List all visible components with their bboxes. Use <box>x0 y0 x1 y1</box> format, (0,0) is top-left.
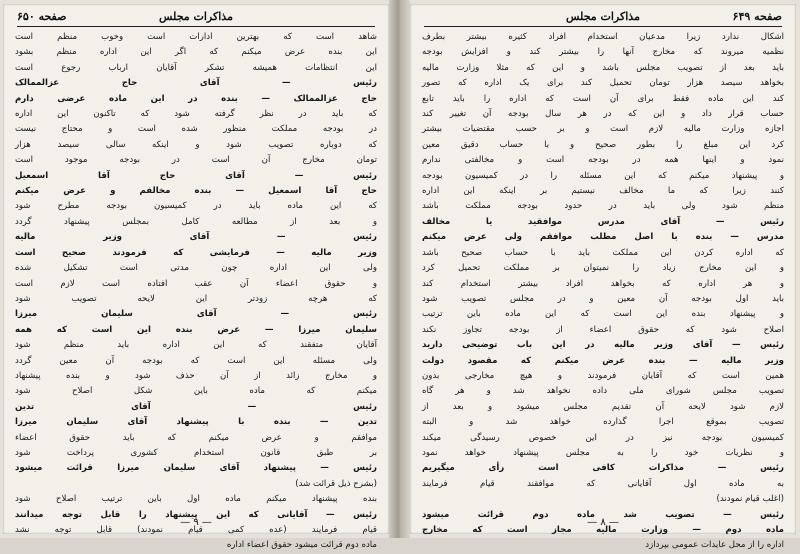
text-line: بر طبق قانون استخدام کشوری پرداخت شود <box>15 447 377 458</box>
text-line: همین است که آقایان فرمودند و هیچ مخارجی بدون <box>422 370 784 381</box>
text-line: قیام فرمایند (عده کمی قیام نمودند) قابل توجه نشد <box>15 525 377 535</box>
text-line: رئیس — آقای حاج آقا اسمعیل <box>15 170 377 181</box>
text-line: اجازه وزارت مالیه لازم است و بر حسب مقتضیات بیشتر <box>422 124 784 135</box>
text-line: به ماده اول آقایانی که موافقند قیام فرمایند <box>422 478 784 489</box>
text-line: حساب قرار داد و این که در هر سال بودجه آن تغییر کند <box>422 109 784 120</box>
text-line: وزیر مالیه — بنده عرض میکنم که مقصود دولت <box>422 355 784 366</box>
text-line: رئیس — آقای وزیر مالیه <box>15 232 377 243</box>
text-line: حاج عزالممالک — بنده در این ماده عرضی دارم <box>15 93 377 104</box>
text-line: حاج آقا اسمعیل — بنده مخالفم و عرض میکنم <box>15 186 377 197</box>
text-line: لازم شود لایحه آن تقدیم مجلس میشود و بعد از <box>422 401 784 412</box>
text-line: شاهد است که بهترین ادارات است وخوب منظم است <box>15 32 377 42</box>
text-line: بخواهد سیصد هزار تومان تحمیل کند برای یک اداره که تصور <box>422 78 784 89</box>
text-line: رئیس — آقای مدرس موافقید یا مخالف <box>422 216 784 227</box>
text-line: اشکال ندارد زیرا مدعیان استخدام افراد کثیره بیشتر بطرف <box>422 32 784 42</box>
text-line: ماده دوم — وزارت مالیه مجاز است که مخارج <box>422 525 784 535</box>
text-line: که اداره کردن این مملکت باید با حساب صحیح باشد <box>422 247 784 258</box>
text-line: و بعد از مطالعه کامل بمجلس پیشنهاد گردد <box>15 216 377 227</box>
text-line: رئیس — آقای سلیمان میرزا <box>15 309 377 320</box>
right-page-footer: — ۸ — <box>587 517 619 528</box>
text-line: کرد این مبلغ را بطور صحیح و با حساب دقیق معین <box>422 139 784 150</box>
text-line: رئیس — آقای تدین <box>15 401 377 412</box>
text-line: و پیشنهاد میکنم که این مسئله را در کمیسیون بودجه <box>422 170 784 181</box>
text-line: مدرس — بنده با اصل مطلب موافقم ولی عرض میکنم <box>422 232 784 243</box>
text-line: تصویب بموقع اجرا گذارده خواهد شد و البته <box>422 417 784 428</box>
left-page-number: صفحه ۶۵۰ <box>17 10 67 23</box>
text-line: رئیس — تصویب شد ماده دوم قرائت میشود <box>422 509 784 520</box>
text-line: در بودجه مملکت منظور شده است و محتاج نیست <box>15 124 377 135</box>
text-line: منظم شود ولی باید در حدود بودجه مملکت باشد <box>422 201 784 212</box>
text-line: کمیسیون بودجه نیز در این خصوص رسیدگی میکند <box>422 432 784 443</box>
left-page-footer: — ۹ — <box>180 517 212 528</box>
text-line: کنند زیرا که ما مخالف نیستیم بر اینکه این اداره <box>422 186 784 197</box>
right-page-header <box>424 10 782 27</box>
text-line: این انتظامات همیشه تشکر آقایان ارباب رجوع است <box>15 62 377 73</box>
text-line: رئیس — آقایانی که این پیشنهاد را قابل توجه میدانند <box>15 509 377 520</box>
text-line: ماده دوم قرائت میشود حقوق اعضاء اداره <box>226 540 377 551</box>
text-line: تصویب مجلس شورای ملی داده نخواهد شد و هر گاه <box>422 386 784 397</box>
text-line: ولی این اداره چون مدتی است تشکیل شده <box>15 263 377 274</box>
left-page-title: مذاکرات مجلس <box>159 10 233 23</box>
text-line: اصلاح شود که حقوق اعضاء از بودجه تجاوز نکند <box>422 324 784 335</box>
book-gutter <box>389 0 410 538</box>
left-page-text <box>15 30 377 554</box>
text-line: بنده پیشنهاد میکنم ماده اول باین ترتیب اصلاح شود <box>15 494 377 505</box>
text-line: رئیس — آقای حاج عزالممالک <box>15 78 377 89</box>
text-line: که باید در نظر گرفته شود که تاکنون این اداره <box>15 109 377 120</box>
text-line: رئیس — پیشنهاد آقای سلیمان میرزا قرائت میشود <box>15 463 377 474</box>
text-line: باید اول بودجه آن معین و در مجلس تصویب شود <box>422 293 784 304</box>
text-line: تومان مخارج آن است در بودجه موجود است <box>15 155 377 166</box>
text-line: نمود و اینها همه در بودجه است و مخالفتی ندارم <box>422 155 784 166</box>
text-line: (بشرح ذیل قرائت شد) <box>295 478 377 489</box>
text-line: ولی مسئله این است که بودجه آن معین گردد <box>15 355 377 366</box>
text-line: این بنده عرض میکنم که اگر این اداره منظم بشود <box>15 47 377 58</box>
text-line: تدین — بنده با پیشنهاد آقای سلیمان میرزا <box>15 417 377 428</box>
text-line: و پیشنهاد بنده این است که این ماده باین ترتیب <box>422 309 784 320</box>
right-page-title: مذاکرات مجلس <box>566 10 640 23</box>
right-page <box>410 4 796 551</box>
text-line: موافقم و عرض میکنم که باید حقوق اعضاء <box>15 432 377 443</box>
text-line: و حقوق اعضاء آن عقب افتاده است لازم است <box>15 278 377 289</box>
text-line: سلیمان میرزا — عرض بنده این است که همه <box>15 324 377 335</box>
text-line: وزیر مالیه — فرمایشی که فرمودند صحیح است <box>15 247 377 258</box>
text-line: و مخارج زائد از آن حذف شود و بنده پیشنهاد <box>15 370 377 381</box>
text-line: رئیس — مذاکرات کافی است رأی میگیریم <box>422 463 784 474</box>
right-page-text <box>422 30 784 554</box>
text-line: (اغلب قیام نمودند) <box>716 494 784 505</box>
right-page-number: صفحه ۶۴۹ <box>732 10 782 23</box>
text-line: آقایان متفقند که این اداره باید منظم شود <box>15 340 377 351</box>
left-page <box>3 4 389 551</box>
text-line: اداره را از محل عایدات عمومی بپردازد <box>645 540 784 551</box>
text-line: میکنم که ماده باین شکل اصلاح شود <box>15 386 377 397</box>
text-line: که این ماده باید در کمیسیون بودجه مطرح شود <box>15 201 377 212</box>
text-line: رئیس — آقای وزیر مالیه در این باب توضیحی دارید <box>422 340 784 351</box>
text-line: که هرچه زودتر این لایحه تصویب شود <box>15 293 377 304</box>
text-line: نظمیه میروند که مخارج آنها را بیشتر کند و افزایش بودجه <box>422 47 784 58</box>
text-line: باید بعد از تصویب مجلس باشد و این که مثلا وزارت مالیه <box>422 62 784 73</box>
text-line: کند این ماده فقط برای آن است که اداره را باید تابع <box>422 93 784 104</box>
left-page-body <box>15 30 377 551</box>
text-line: و این مخارج زیاد را نمیتوان بر مملکت تحمیل کرد <box>422 263 784 274</box>
text-line: و نظریات خود را به مجلس پیشنهاد خواهد نمود <box>422 447 784 458</box>
right-page-body <box>422 30 784 551</box>
text-line: و هر اداره که بخواهد افراد بیشتر استخدام کند <box>422 278 784 289</box>
text-line: که دوباره تصویب شود و اینکه سالی سیصد هزار <box>15 139 377 150</box>
left-page-header <box>17 10 375 27</box>
